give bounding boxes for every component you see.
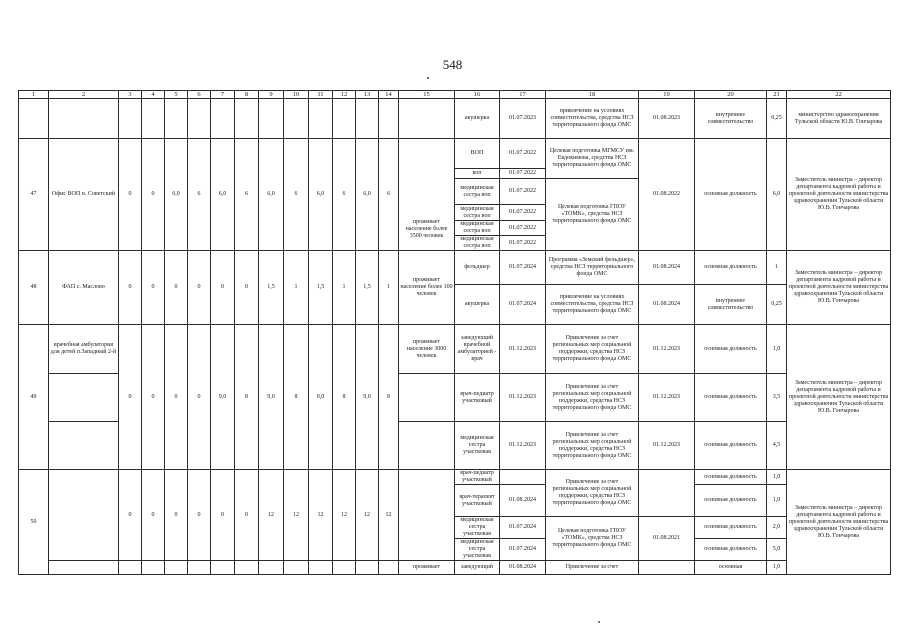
source-cell: Привлечение за счет региональных мер социальной поддержки, средства НСЗ территориального фонда ОМС bbox=[546, 422, 639, 470]
value-cell: 8 bbox=[379, 325, 399, 470]
value-cell: 1,5 bbox=[356, 251, 379, 325]
source-cell: привлечение на условиях совместительства, средства НСЗ территориального фонда ОМС bbox=[546, 285, 639, 325]
date-cell: 01.12.2023 bbox=[639, 374, 695, 422]
rate-cell: 1,0 bbox=[767, 325, 787, 374]
position-cell: заведующий врачебной амбулаторией - врач bbox=[455, 325, 500, 374]
table-row bbox=[19, 470, 891, 485]
rate-cell: 0,25 bbox=[767, 99, 787, 139]
col-num: 16 bbox=[455, 91, 500, 99]
basis-cell: внутреннее совместительство bbox=[695, 99, 767, 139]
population-cell: проживает bbox=[399, 561, 455, 575]
value-cell: 12 bbox=[356, 470, 379, 561]
column-numbers-row bbox=[19, 91, 891, 99]
value-cell: 0 bbox=[188, 325, 211, 470]
value-cell: 6,0 bbox=[309, 139, 333, 251]
value-cell: 1,5 bbox=[309, 251, 333, 325]
responsible-cell: Заместитель министра – директор департамента кадровой работы и проектной деятельности министерства здравоохранения Тульской области Ю.В. Гончарова bbox=[787, 470, 891, 575]
col-num: 18 bbox=[546, 91, 639, 99]
position-cell: ВОП bbox=[455, 139, 500, 169]
position-cell: воп bbox=[455, 169, 500, 179]
value-cell: 0 bbox=[142, 325, 165, 470]
responsible-cell: министерство здравоохранения Тульской области Ю.В. Гончарова bbox=[787, 99, 891, 139]
population-cell: проживает население более 100 человек bbox=[399, 251, 455, 325]
page-number: 548 bbox=[442, 57, 463, 72]
value-cell: 6,0 bbox=[259, 139, 284, 251]
value-cell: 0 bbox=[165, 251, 188, 325]
value-cell: 0 bbox=[188, 251, 211, 325]
basis-cell: основная должность bbox=[695, 539, 767, 561]
value-cell: 9,0 bbox=[211, 325, 235, 470]
value-cell: 1 bbox=[379, 251, 399, 325]
col-num: 11 bbox=[309, 91, 333, 99]
position-cell: медицинская сестра воп bbox=[455, 205, 500, 221]
source-cell: Привлечение за счет региональных мер социальной поддержки, средства НСЗ территориального фонда ОМС bbox=[546, 470, 639, 517]
row-number: 47 bbox=[19, 139, 49, 251]
date-cell: 01.07.2022 bbox=[500, 139, 546, 169]
col-num: 17 bbox=[500, 91, 546, 99]
value-cell: 6 bbox=[284, 139, 309, 251]
scan-dot bbox=[427, 77, 429, 79]
date-cell: 01.07.2024 bbox=[500, 539, 546, 561]
value-cell: 0 bbox=[142, 139, 165, 251]
value-cell: 1 bbox=[333, 251, 356, 325]
value-cell: 0 bbox=[119, 470, 142, 561]
population-cell: проживает население 3000 человек bbox=[399, 325, 455, 374]
value-cell: 0 bbox=[119, 325, 142, 470]
basis-cell: основная должность bbox=[695, 251, 767, 285]
facility-name: Офис ВОП п. Советский bbox=[49, 139, 119, 251]
position-cell: врач-педиатр участковый bbox=[455, 374, 500, 422]
rate-cell: 2,0 bbox=[767, 517, 787, 539]
value-cell: 9,0 bbox=[309, 325, 333, 470]
basis-cell: основная должность bbox=[695, 374, 767, 422]
col-num: 8 bbox=[235, 91, 259, 99]
basis-cell: основная bbox=[695, 561, 767, 575]
value-cell: 0 bbox=[165, 325, 188, 470]
position-cell: акушерка bbox=[455, 285, 500, 325]
basis-cell: основная должность bbox=[695, 517, 767, 539]
value-cell: 12 bbox=[309, 470, 333, 561]
basis-cell: основная должность bbox=[695, 422, 767, 470]
col-num: 14 bbox=[379, 91, 399, 99]
source-cell: Привлечение за счет региональных мер социальной поддержки, средства НСЗ территориального фонда ОМС bbox=[546, 374, 639, 422]
position-cell: медицинская сестра участковая bbox=[455, 422, 500, 470]
col-num: 21 bbox=[767, 91, 787, 99]
col-num: 20 bbox=[695, 91, 767, 99]
position-cell: медицинская сестра воп bbox=[455, 221, 500, 236]
value-cell: 0 bbox=[165, 470, 188, 561]
date-cell: 01.12.2023 bbox=[639, 325, 695, 374]
rate-cell: 4,5 bbox=[767, 422, 787, 470]
source-cell: Целевая подготовка МГМСУ им. Евдокимова, средства НСЗ территориального фонда ОМС bbox=[546, 139, 639, 179]
date-cell: 01.08.2022 bbox=[639, 139, 695, 251]
value-cell: 1,5 bbox=[259, 251, 284, 325]
value-cell: 0 bbox=[235, 251, 259, 325]
col-num: 1 bbox=[19, 91, 49, 99]
source-cell: Привлечение за счет bbox=[546, 561, 639, 575]
date-cell: 01.08.2023 bbox=[639, 99, 695, 139]
value-cell: 0 bbox=[235, 470, 259, 561]
row-number: 49 bbox=[19, 325, 49, 470]
position-cell: фельдшер bbox=[455, 251, 500, 285]
position-cell: медицинская сестра участковая bbox=[455, 517, 500, 539]
source-cell: Привлечение за счет региональных мер социальной поддержки, средства НСЗ территориального фонда ОМС bbox=[546, 325, 639, 374]
rate-cell: 0,25 bbox=[767, 285, 787, 325]
col-num: 4 bbox=[142, 91, 165, 99]
rate-cell: 1,0 bbox=[767, 561, 787, 575]
rate-cell: 1,0 bbox=[767, 470, 787, 485]
date-cell: 01.08.2024 bbox=[500, 561, 546, 575]
rate-cell: 3,5 bbox=[767, 374, 787, 422]
value-cell: 0 bbox=[211, 470, 235, 561]
value-cell: 6,0 bbox=[165, 139, 188, 251]
position-cell: врач-терапевт участковый bbox=[455, 485, 500, 517]
date-cell: 01.07.2022 bbox=[500, 205, 546, 221]
source-cell: привлечение на условиях совместительства, средства НСЗ территориального фонда ОМС bbox=[546, 99, 639, 139]
value-cell: 12 bbox=[379, 470, 399, 561]
date-cell: 01.12.2023 bbox=[500, 374, 546, 422]
col-num: 7 bbox=[211, 91, 235, 99]
date-cell: 01.08.2024 bbox=[500, 485, 546, 517]
source-cell: Целевая подготовка ГПОУ «ТОМК», средства НСЗ территориального фонда ОМС bbox=[546, 517, 639, 561]
rate-cell: 6,0 bbox=[767, 139, 787, 251]
basis-cell: основная должность bbox=[695, 470, 767, 485]
table-row bbox=[19, 251, 891, 285]
col-num: 22 bbox=[787, 91, 891, 99]
value-cell: 0 bbox=[142, 251, 165, 325]
position-cell: акушерка bbox=[455, 99, 500, 139]
row-number: 48 bbox=[19, 251, 49, 325]
date-cell: 01.07.2024 bbox=[500, 517, 546, 539]
value-cell: 12 bbox=[259, 470, 284, 561]
responsible-cell: Заместитель министра – директор департамента кадровой работы и проектной деятельности министерства здравоохранения Тульской области Ю.В. Гончарова bbox=[787, 325, 891, 470]
rate-cell: 1,0 bbox=[767, 485, 787, 517]
value-cell: 6 bbox=[235, 139, 259, 251]
facility-name: ФАП с. Маслово bbox=[49, 251, 119, 325]
date-cell: 01.07.2024 bbox=[500, 285, 546, 325]
date-cell: 01.08.2024 bbox=[639, 251, 695, 285]
value-cell: 6,0 bbox=[356, 139, 379, 251]
col-num: 9 bbox=[259, 91, 284, 99]
table-row bbox=[19, 99, 891, 139]
rate-cell: 5,0 bbox=[767, 539, 787, 561]
value-cell: 6,0 bbox=[211, 139, 235, 251]
value-cell: 0 bbox=[119, 139, 142, 251]
basis-cell: основная должность bbox=[695, 325, 767, 374]
value-cell: 6 bbox=[188, 139, 211, 251]
position-cell: заведующий bbox=[455, 561, 500, 575]
position-cell: медицинская сестра воп bbox=[455, 179, 500, 205]
value-cell: 0 bbox=[188, 470, 211, 561]
date-cell: 01.07.2024 bbox=[500, 251, 546, 285]
value-cell: 8 bbox=[235, 325, 259, 470]
value-cell: 6 bbox=[379, 139, 399, 251]
date-cell: 01.07.2022 bbox=[500, 179, 546, 205]
table-row bbox=[19, 139, 891, 169]
value-cell: 9,0 bbox=[356, 325, 379, 470]
scan-dot bbox=[598, 621, 600, 623]
date-cell: 01.12.2023 bbox=[500, 325, 546, 374]
value-cell: 12 bbox=[284, 470, 309, 561]
row-number: 50 bbox=[19, 470, 49, 575]
value-cell: 0 bbox=[142, 470, 165, 561]
date-cell: 01.07.2022 bbox=[500, 221, 546, 236]
value-cell: 8 bbox=[284, 325, 309, 470]
date-cell: 01.07.2022 bbox=[500, 169, 546, 179]
table-row bbox=[19, 325, 891, 374]
col-num: 12 bbox=[333, 91, 356, 99]
position-cell: медицинская сестра участковая bbox=[455, 539, 500, 561]
value-cell: 12 bbox=[333, 470, 356, 561]
position-cell: врач-педиатр участковый bbox=[455, 470, 500, 485]
date-cell: 01.07.2023 bbox=[500, 99, 546, 139]
basis-cell: основная должность bbox=[695, 139, 767, 251]
register-table bbox=[18, 90, 891, 575]
source-cell: Целевая подготовка ГПОУ «ТОМК», средства НСЗ территориального фонда ОМС bbox=[546, 179, 639, 251]
rate-cell: 1 bbox=[767, 251, 787, 285]
value-cell: 0 bbox=[119, 251, 142, 325]
basis-cell: основная должность bbox=[695, 485, 767, 517]
responsible-cell: Заместитель министра – директор департамента кадровой работы и проектной деятельности министерства здравоохранения Тульской области Ю.В. Гончарова bbox=[787, 251, 891, 325]
col-num: 5 bbox=[165, 91, 188, 99]
value-cell: 8 bbox=[333, 325, 356, 470]
value-cell: 6 bbox=[333, 139, 356, 251]
value-cell: 1 bbox=[284, 251, 309, 325]
col-num: 19 bbox=[639, 91, 695, 99]
date-cell: 01.12.2023 bbox=[639, 422, 695, 470]
date-cell: 01.07.2022 bbox=[500, 236, 546, 251]
date-cell: 01.08.2021 bbox=[639, 517, 695, 561]
basis-cell: внутреннее совместительство bbox=[695, 285, 767, 325]
source-cell: Программа «Земский фельдшер», средства НСЗ территориального фонда ОМС bbox=[546, 251, 639, 285]
col-num: 13 bbox=[356, 91, 379, 99]
population-cell: проживает население более 3500 человек bbox=[399, 139, 455, 251]
col-num: 3 bbox=[119, 91, 142, 99]
date-cell: 01.08.2024 bbox=[639, 285, 695, 325]
facility-name: врачебная амбулатория для детей п.Западный 2-й bbox=[49, 325, 119, 374]
col-num: 6 bbox=[188, 91, 211, 99]
col-num: 15 bbox=[399, 91, 455, 99]
value-cell: 9,0 bbox=[259, 325, 284, 470]
col-num: 2 bbox=[49, 91, 119, 99]
value-cell: 0 bbox=[211, 251, 235, 325]
position-cell: медицинская сестра воп bbox=[455, 236, 500, 251]
date-cell: 01.12.2023 bbox=[500, 422, 546, 470]
responsible-cell: Заместитель министра – директор департамента кадровой работы и проектной деятельности министерства здравоохранения Тульской области Ю.В. Гончарова bbox=[787, 139, 891, 251]
col-num: 10 bbox=[284, 91, 309, 99]
table-row bbox=[19, 561, 891, 575]
